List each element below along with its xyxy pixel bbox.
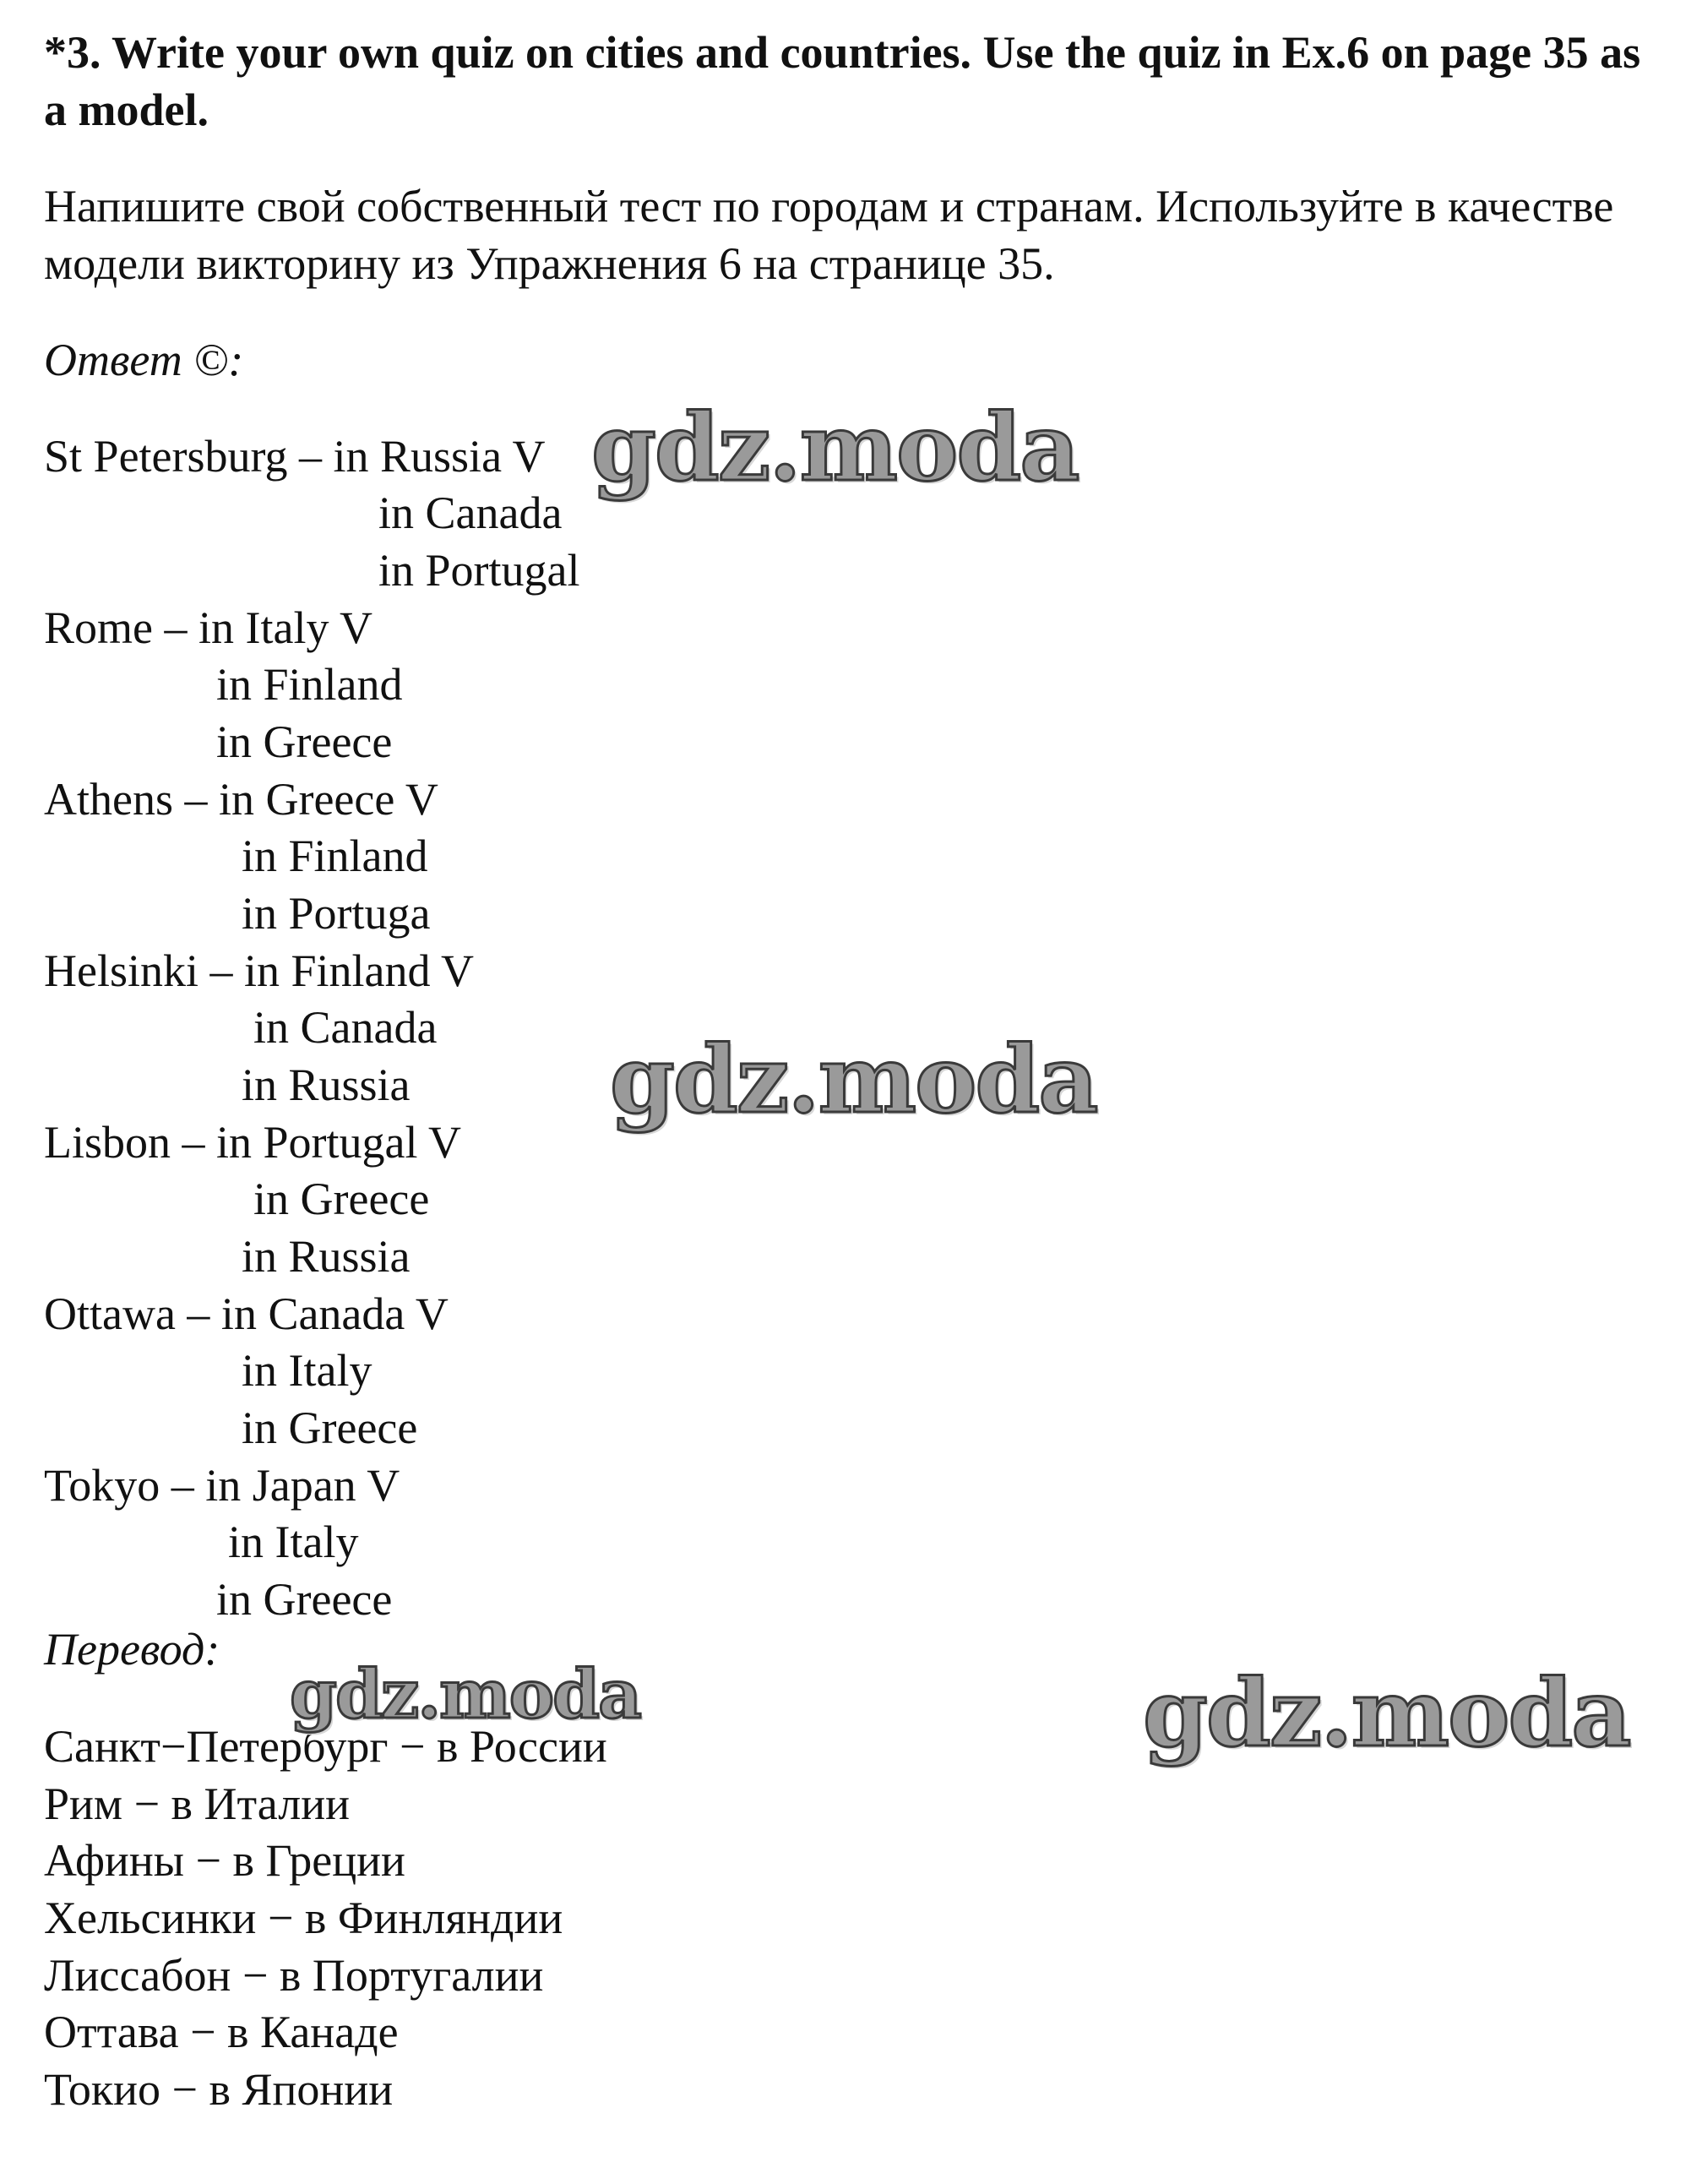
quiz-line: in Finland [216,659,403,710]
watermark-logo: gdz.moda [591,393,1079,502]
translation-line: Токио − в Японии [44,2064,394,2115]
quiz-line: in Greece [253,1174,430,1224]
translation-line: Хельсинки − в Финляндии [44,1893,563,1943]
quiz-line: in Russia [242,1231,411,1282]
quiz-line: Tokyo – in Japan V [44,1460,400,1511]
translation-line: Оттава − в Канаде [44,2007,399,2057]
quiz-line: in Italy [242,1345,372,1396]
translation-line: Лиссабон − в Португалии [44,1950,544,2001]
translation-label: Перевод: [44,1624,220,1675]
watermark-logo: gdz.moda [290,1654,640,1734]
watermark-logo: gdz.moda [1143,1658,1630,1767]
quiz-line: in Portuga [242,888,431,939]
quiz-line: in Finland [242,831,428,881]
quiz-line: in Canada [253,1002,438,1053]
translation-line: Рим − в Италии [44,1778,350,1829]
quiz-line: Athens – in Greece V [44,774,438,825]
quiz-line: Lisbon – in Portugal V [44,1117,462,1168]
quiz-line: Rome – in Italy V [44,602,372,653]
quiz-line: in Portugal [378,545,580,596]
quiz-line: in Canada [378,487,563,538]
answer-label: Ответ ©: [44,335,244,385]
translation-line: Санкт−Петербург − в России [44,1721,607,1772]
quiz-line: St Petersburg – in Russia V [44,431,546,482]
quiz-line: Helsinki – in Finland V [44,945,475,996]
quiz-line: in Italy [228,1517,359,1567]
quiz-line: in Greece [216,716,393,767]
quiz-line: Ottawa – in Canada V [44,1288,449,1339]
quiz-line: in Greece [216,1574,393,1625]
task-title: *3. Write your own quiz on cities and countries. Use the quiz in Ex.6 on page 35 as a model. [44,27,1641,135]
watermark-logo: gdz.moda [610,1025,1097,1134]
quiz-line: in Russia [242,1059,411,1110]
task-translation: Напишите свой собственный тест по городам и странам. Используйте в качестве модели викторину из Упражнения 6 на странице 35. [44,181,1614,289]
quiz-line: in Greece [242,1402,418,1453]
translation-line: Афины − в Греции [44,1835,405,1886]
